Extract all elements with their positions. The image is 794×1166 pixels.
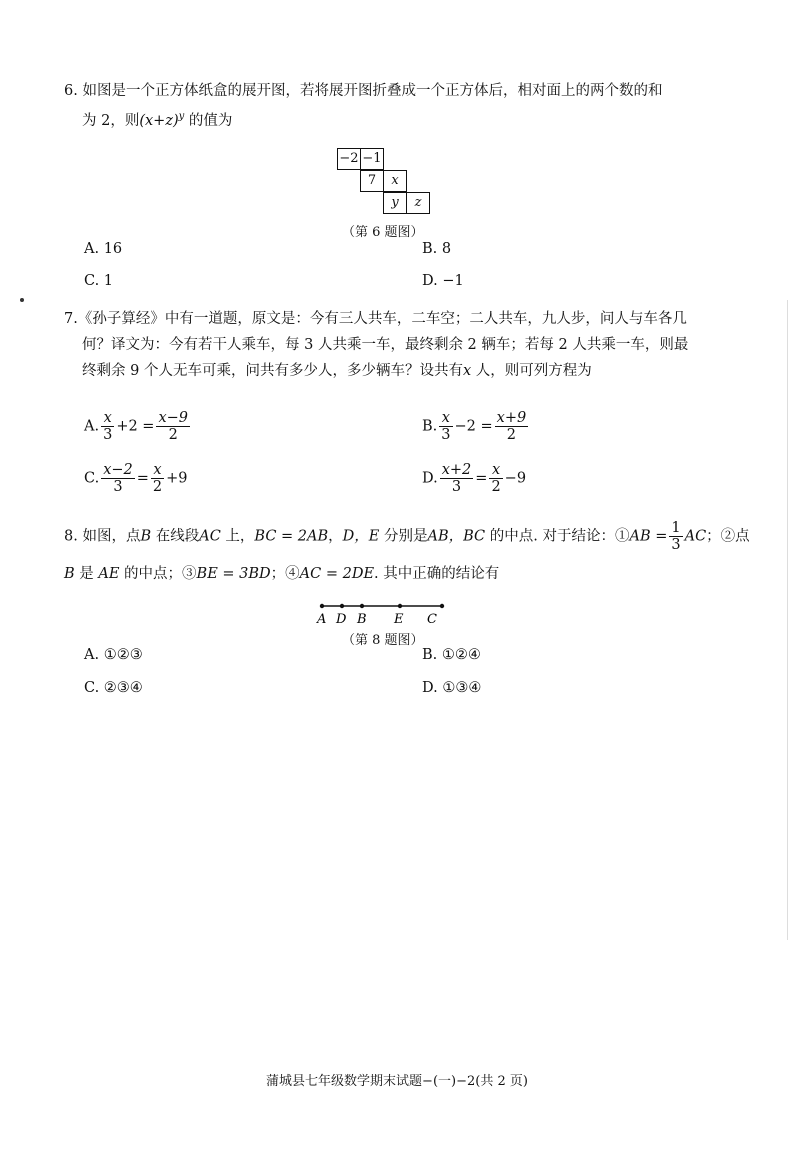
segment-figure bbox=[310, 598, 460, 628]
q7-option-d: D. $\frac{x+2}{3}$ = $\frac{x}{2}$ −9 bbox=[422, 462, 527, 495]
scan-edge-line bbox=[787, 300, 788, 940]
question-6 bbox=[64, 78, 736, 134]
q7-option-b: B. $\frac{x}{3}$ −2 = $\frac{x+9}{2}$ bbox=[422, 410, 527, 443]
point-c-dot bbox=[440, 604, 444, 608]
net-cell-5: y bbox=[383, 192, 407, 214]
point-a-dot bbox=[320, 604, 324, 608]
q6-option-a: A. 16 bbox=[84, 241, 123, 257]
q8-option-d: D. ①③④ bbox=[422, 680, 482, 696]
page-footer: 蒲城县七年级数学期末试题−(一)−2(共 2 页) bbox=[266, 1074, 528, 1089]
q6-option-c: C. 1 bbox=[84, 273, 114, 289]
q7-line1: 7.《孙子算经》中有一道题，原文是：今有三人共车，二车空；二人共车，九人步，问人与车各几 bbox=[64, 311, 687, 327]
q8-figure-caption: （第 8 题图） bbox=[342, 633, 424, 648]
point-b-dot bbox=[360, 604, 364, 608]
net-cell-4: x bbox=[383, 170, 407, 192]
net-cell-2: −1 bbox=[360, 148, 384, 170]
point-a-label: A bbox=[317, 612, 327, 627]
q7-line3: 终剩余 9 个人无车可乘，问共有多少人，多少辆车？设共有x 人，则可列方程为 bbox=[82, 363, 592, 379]
point-b-label: B bbox=[357, 612, 367, 627]
net-cell-3: 7 bbox=[360, 170, 384, 192]
net-cell-1: −2 bbox=[337, 148, 361, 170]
point-c-label: C bbox=[427, 612, 437, 627]
net-cell-6: z bbox=[406, 192, 430, 214]
q7-option-c: C. $\frac{x-2}{3}$ = $\frac{x}{2}$ +9 bbox=[84, 462, 188, 495]
q6-figure-caption: （第 6 题图） bbox=[342, 225, 424, 240]
point-d-dot bbox=[340, 604, 344, 608]
scan-speck bbox=[20, 298, 24, 302]
point-d-label: D bbox=[336, 612, 347, 627]
q7-line2: 何？译文为：今有若干人乘车，每 3 人共乘一车，最终剩余 2 辆车；若每 2 人共乘一车，则最 bbox=[82, 337, 689, 353]
question-7 bbox=[64, 306, 736, 384]
q6-line2: 为 2，则$(x+z)^y$ 的值为 bbox=[82, 111, 233, 129]
q7-option-a: A. $\frac{x}{3}$ +2 = $\frac{x-9}{2}$ bbox=[84, 410, 189, 443]
q8-option-a: A. ①②③ bbox=[84, 647, 143, 663]
q6-option-d: D. −1 bbox=[422, 273, 464, 289]
q8-option-b: B. ①②④ bbox=[422, 647, 481, 663]
q8-line2: B 是 AE 的中点；③BE = 3BD；④AC = 2DE. 其中正确的结论有 bbox=[64, 566, 500, 582]
q8-option-c: C. ②③④ bbox=[84, 680, 143, 696]
point-e-dot bbox=[398, 604, 402, 608]
point-e-label: E bbox=[394, 612, 404, 627]
q6-line1: 6. 如图是一个正方体纸盒的展开图，若将展开图折叠成一个正方体后，相对面上的两个数的和 bbox=[64, 83, 663, 99]
question-8 bbox=[64, 520, 750, 589]
q8-line1: 8. 如图，点B 在线段AC 上，BC = 2AB，D，E 分别是AB，BC 的中点. 对于结论：①AB = $\frac{1}{3}$ AC；②点 bbox=[64, 520, 750, 553]
q6-option-b: B. 8 bbox=[422, 241, 452, 257]
